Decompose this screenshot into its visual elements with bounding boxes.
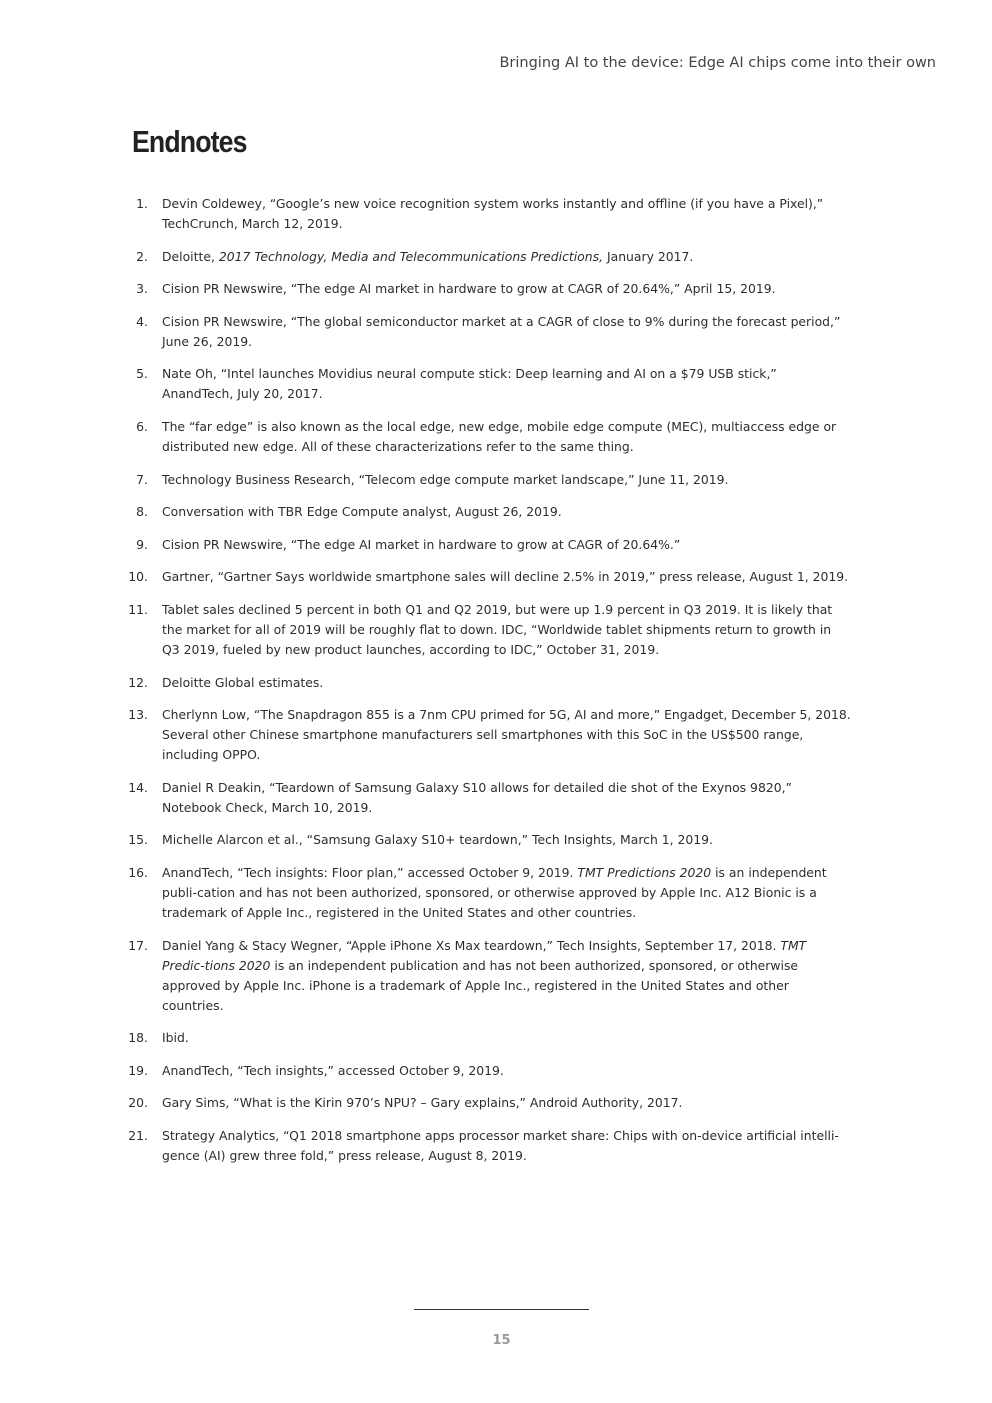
endnote-text-run: Michelle Alarcon et al., “Samsung Galaxy S10+ teardown,” Tech Insights, March 1, 2019. [162,832,713,848]
page-title: Endnotes [132,124,247,159]
endnote-text-run: The “far edge” is also known as the local edge, new edge, mobile edge compute (MEC), multiaccess edge or distributed new edge. All of these characterizations refer to the same thing. [162,418,837,454]
endnote-item [128,705,852,765]
endnote-number: 17. [128,937,148,953]
endnote-item [128,535,852,555]
endnote-item [128,417,852,457]
endnote-text-run: AnandTech, “Tech insights,” accessed October 9, 2019. [162,1062,504,1078]
endnote-italic-title: TMT Predictions 2020 [577,864,712,880]
endnote-text-run: January 2017. [603,248,694,264]
endnote-number: 15. [128,832,148,848]
endnote-text [162,314,840,349]
endnote-number: 5. [136,366,148,382]
footer-divider [414,1309,589,1310]
endnote-number: 18. [128,1030,148,1046]
endnote-number: 8. [136,504,148,520]
endnote-text [162,1095,682,1110]
endnote-italic-title: TMT Predic-tions 2020 [162,937,807,973]
endnote-text-run: Deloitte, [162,248,219,264]
endnote-text [162,419,836,454]
endnote-text-run: Deloitte Global estimates. [162,674,324,690]
endnote-number: 20. [128,1095,148,1111]
endnote-text-run: Cision PR Newswire, “The global semiconductor market at a CAGR of close to 9% during the forecast period,” June 26, 2019. [162,313,841,349]
endnote-item [128,312,852,352]
endnote-text-run: Conversation with TBR Edge Compute analyst, August 26, 2019. [162,504,562,520]
endnote-number: 12. [128,674,148,690]
endnote-text-run: Cision PR Newswire, “The edge AI market in hardware to grow at CAGR of 20.64%,” April 15, 2019. [162,281,776,297]
endnote-number: 10. [128,569,148,585]
endnote-text [162,569,848,584]
endnote-item [128,830,852,850]
endnote-item [128,778,852,818]
endnote-text-run: Nate Oh, “Intel launches Movidius neural compute stick: Deep learning and AI on a $79 USB stick,” AnandTech, July 20, 2017. [162,366,777,402]
endnote-text [162,675,323,690]
endnote-text-run: Cherlynn Low, “The Snapdragon 855 is a 7nm CPU primed for 5G, AI and more,” Engadget, December 5, 2018. Several other Chinese smartphone manufacturers sell smartphones with this SoC in the US$500 range, including OPPO. [162,707,851,763]
endnote-text [162,938,806,1013]
endnote-text [162,865,827,920]
endnote-text [162,1063,504,1078]
endnote-number: 3. [136,281,148,297]
endnote-number: 9. [136,536,148,552]
endnote-item [128,567,852,587]
endnote-text [162,504,562,519]
endnote-text [162,472,728,487]
endnote-number: 21. [128,1127,148,1143]
endnote-text-run: is an independent publication and has not been authorized, sponsored, or otherwise approved by Apple Inc. iPhone is a trademark of Apple Inc., registered in the United States and other countries. [162,957,799,1013]
endnote-text-run: is an independent publi-cation and has not been authorized, sponsored, or otherwise approved by Apple Inc. A12 Bionic is a trademark of Apple Inc., registered in the United States and other countries. [162,864,827,920]
endnote-text [162,1128,839,1163]
running-header: Bringing AI to the device: Edge AI chips come into their own [499,55,936,71]
endnote-text-run: Devin Coldewey, “Google’s new voice recognition system works instantly and offline (if you have a Pixel),” TechCrunch, March 12, 2019. [162,196,824,231]
endnote-number: 1. [136,196,148,211]
endnote-item [128,600,852,660]
endnote-item [128,470,852,490]
endnote-text [162,249,693,264]
endnote-text [162,707,851,762]
endnote-text-run: Gary Sims, “What is the Kirin 970’s NPU? – Gary explains,” Android Authority, 2017. [162,1095,683,1111]
endnote-item [128,673,852,693]
endnote-item [128,1028,852,1048]
endnote-item [128,194,852,234]
endnote-number: 4. [136,313,148,329]
page-number: 15 [492,1333,511,1348]
endnote-number: 7. [136,471,148,487]
endnote-text-run: Cision PR Newswire, “The edge AI market in hardware to grow at CAGR of 20.64%.” [162,536,681,552]
endnote-text [162,1030,189,1045]
endnote-number: 6. [136,418,148,434]
endnote-text-run: Daniel R Deakin, “Teardown of Samsung Galaxy S10 allows for detailed die shot of the Exynos 9820,” Notebook Check, March 10, 2019. [162,779,792,815]
endnote-item [128,364,852,404]
endnote-text [162,281,776,296]
endnote-text [162,602,832,657]
endnote-text-run: Strategy Analytics, “Q1 2018 smartphone apps processor market share: Chips with on-device artificial intelli-gence (AI) grew three fold,” press release, August 8, 2019. [162,1127,839,1163]
endnote-number: 14. [128,779,148,795]
endnote-text [162,537,680,552]
endnote-text-run: Technology Business Research, “Telecom edge compute market landscape,” June 11, 2019. [162,471,729,487]
endnote-number: 2. [136,248,148,264]
endnote-text [162,832,713,847]
endnote-italic-title: 2017 Technology, Media and Telecommunications Predictions, [218,248,604,264]
endnote-item [128,247,852,267]
endnote-item [128,279,852,299]
endnote-text-run: Gartner, “Gartner Says worldwide smartphone sales will decline 2.5% in 2019,” press release, August 1, 2019. [162,569,849,585]
endnote-item [128,1061,852,1081]
endnote-item [128,1093,852,1113]
endnote-number: 11. [128,601,148,617]
endnotes-list [128,194,852,1178]
endnote-item [128,936,852,1016]
endnote-number: 16. [128,864,148,880]
endnote-item [128,863,852,923]
endnote-text-run: Ibid. [162,1030,189,1046]
endnote-text-run: AnandTech, “Tech insights: Floor plan,” accessed October 9, 2019. [162,864,578,880]
endnote-text [162,780,792,815]
endnote-number: 19. [128,1062,148,1078]
endnote-text [162,196,823,231]
endnote-text [162,366,777,401]
endnote-item [128,502,852,522]
endnote-text-run: Daniel Yang & Stacy Wegner, “Apple iPhone Xs Max teardown,” Tech Insights, September 17, 2018. [162,937,781,953]
endnote-item [128,1126,852,1166]
endnote-text-run: Tablet sales declined 5 percent in both Q1 and Q2 2019, but were up 1.9 percent in Q3 2019. It is likely that the market for all of 2019 will be roughly flat to down. IDC, “Worldwide tablet shipments return to growth in Q3 2019, fueled by new product launches, according to IDC,” October 31, 2019. [162,601,833,657]
endnote-number: 13. [128,707,148,723]
